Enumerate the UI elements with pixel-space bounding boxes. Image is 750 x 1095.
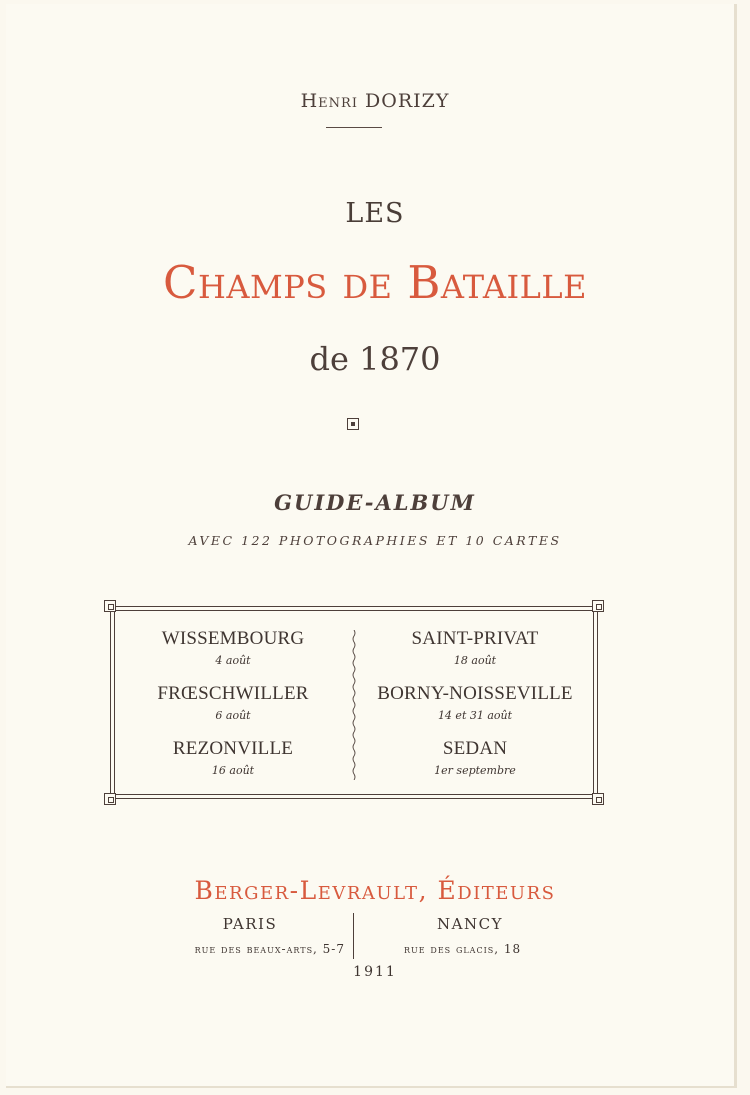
battle-entry	[108, 738, 358, 777]
battle-date: 4 août	[215, 654, 251, 667]
corner-ornament-icon	[592, 793, 604, 805]
battle-entry	[350, 683, 600, 722]
street-paris: rue des beaux-arts, 5-7	[194, 942, 345, 956]
title-year: de 1870	[309, 340, 441, 378]
city-divider	[353, 913, 354, 959]
battle-name: SEDAN	[442, 738, 508, 759]
battle-name: REZONVILLE	[172, 738, 294, 759]
battle-entry	[350, 628, 600, 667]
publication-year: 1911	[353, 964, 397, 980]
battle-name: WISSEMBOURG	[161, 628, 305, 649]
photo-count-line: AVEC 122 PHOTOGRAPHIES ET 10 CARTES	[188, 533, 562, 548]
battle-name: FRŒSCHWILLER	[157, 683, 309, 704]
battle-date: 6 août	[215, 709, 251, 722]
battle-date: 16 août	[211, 764, 255, 777]
corner-ornament-icon	[592, 600, 604, 612]
title-les: LES	[345, 198, 405, 229]
square-ornament-icon	[347, 418, 359, 430]
battle-date: 18 août	[453, 654, 497, 667]
battle-frame	[104, 600, 604, 805]
corner-ornament-icon	[104, 793, 116, 805]
author-name: Henri DORIZY	[300, 90, 450, 112]
corner-ornament-icon	[104, 600, 116, 612]
battle-name: BORNY-NOISSEVILLE	[377, 683, 573, 704]
main-title: Champs de Bataille	[163, 256, 587, 309]
battle-name: SAINT-PRIVAT	[411, 628, 539, 649]
battle-date: 14 et 31 août	[437, 709, 513, 722]
title-divider	[326, 127, 382, 128]
guide-album-label: GUIDE-ALBUM	[274, 490, 476, 515]
street-nancy: rue des glacis, 18	[404, 942, 522, 956]
city-paris: PARIS	[222, 915, 278, 933]
battle-entry	[108, 683, 358, 722]
battle-date: 1er septembre	[434, 764, 516, 777]
battle-entry	[350, 738, 600, 777]
battle-entry	[108, 628, 358, 667]
city-nancy: NANCY	[437, 915, 503, 933]
publisher-name: Berger-Levrault, Éditeurs	[194, 876, 556, 905]
